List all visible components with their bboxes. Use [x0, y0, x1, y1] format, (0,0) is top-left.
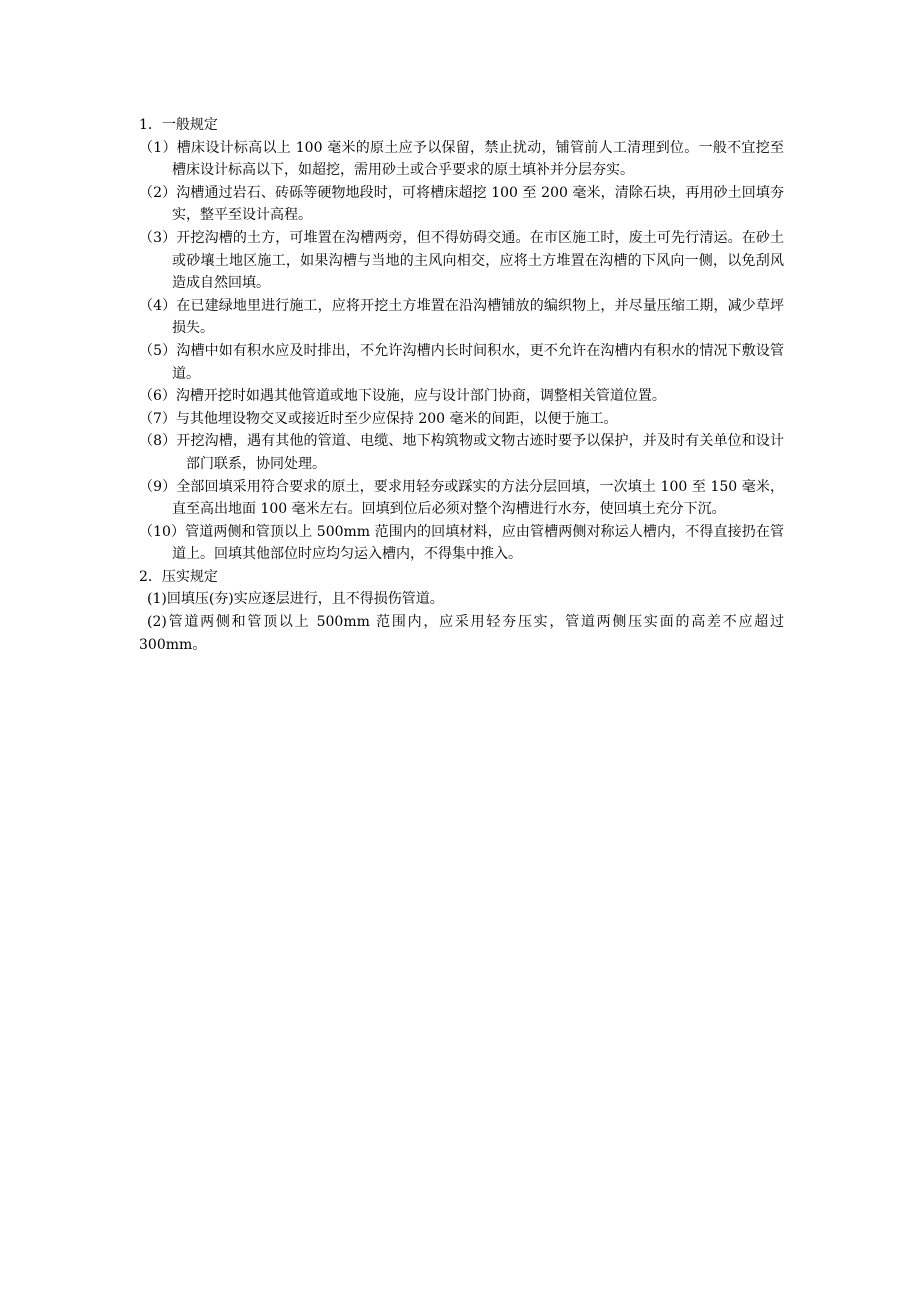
section-heading-general: 1．一般规定 [139, 117, 218, 133]
general-rule-8: （8）开挖沟槽，遇有其他的管道、电缆、地下构筑物或文物古迹时要予以保护，并及时有关单位和设计部门联系，协同处理。 [139, 433, 784, 472]
document-body [139, 114, 784, 656]
compaction-rule-2: (2)管道两侧和管顶以上 500mm 范围内，应采用轻夯压实，管道两侧压实面的高差不应超过 300mm。 [139, 614, 784, 653]
general-rule-5: （5）沟槽中如有积水应及时排出，不允许沟槽内长时间积水，更不允许在沟槽内有积水的情况下敷设管道。 [139, 342, 784, 382]
section-heading-compaction: 2．压实规定 [139, 568, 218, 585]
compaction-rule-1: (1)回填压(夯)实应逐层进行，且不得损伤管道。 [147, 591, 444, 608]
general-rule-9: （9）全部回填采用符合要求的原土，要求用轻夯或踩实的方法分层回填，一次填土 100 至 150 毫米，直至高出地面 100 毫米左右。回填到位后必须对整个沟槽进行水夯，使回填土充分下沉。 [139, 478, 784, 518]
general-rule-4: （4）在已建绿地里进行施工，应将开挖土方堆置在沿沟槽铺放的编织物上，并尽量压缩工期，减少草坪损失。 [139, 297, 784, 337]
general-rule-10: （10）管道两侧和管顶以上 500mm 范围内的回填材料，应由管槽两侧对称运人槽内，不得直接扔在管道上。回填其他部位时应均匀运入槽内，不得集中推入。 [139, 523, 784, 563]
general-rule-2: （2）沟槽通过岩石、砖砾等硬物地段时，可将槽床超挖 100 至 200 毫米，清除石块，再用砂土回填夯实，整平至设计高程。 [139, 184, 784, 224]
general-rule-3: （3）开挖沟槽的土方，可堆置在沟槽两旁，但不得妨碍交通。在市区施工时，废土可先行清运。在砂土或砂壤土地区施工，如果沟槽与当地的主风向相交，应将土方堆置在沟槽的下风向一侧，以免刮风造成自然回填。 [139, 229, 784, 292]
general-rule-6: （6）沟槽开挖时如遇其他管道或地下设施，应与设计部门协商，调整相关管道位置。 [139, 388, 666, 405]
general-rule-7: （7）与其他埋设物交叉或接近时至少应保持 200 毫米的间距，以便于施工。 [139, 410, 618, 427]
general-rule-1: （1）槽床设计标高以上 100 毫米的原土应予以保留，禁止扰动，铺管前人工清理到位。一般不宜挖至槽床设计标高以下，如超挖，需用砂土或合乎要求的原土填补并分层夯实。 [139, 139, 784, 179]
